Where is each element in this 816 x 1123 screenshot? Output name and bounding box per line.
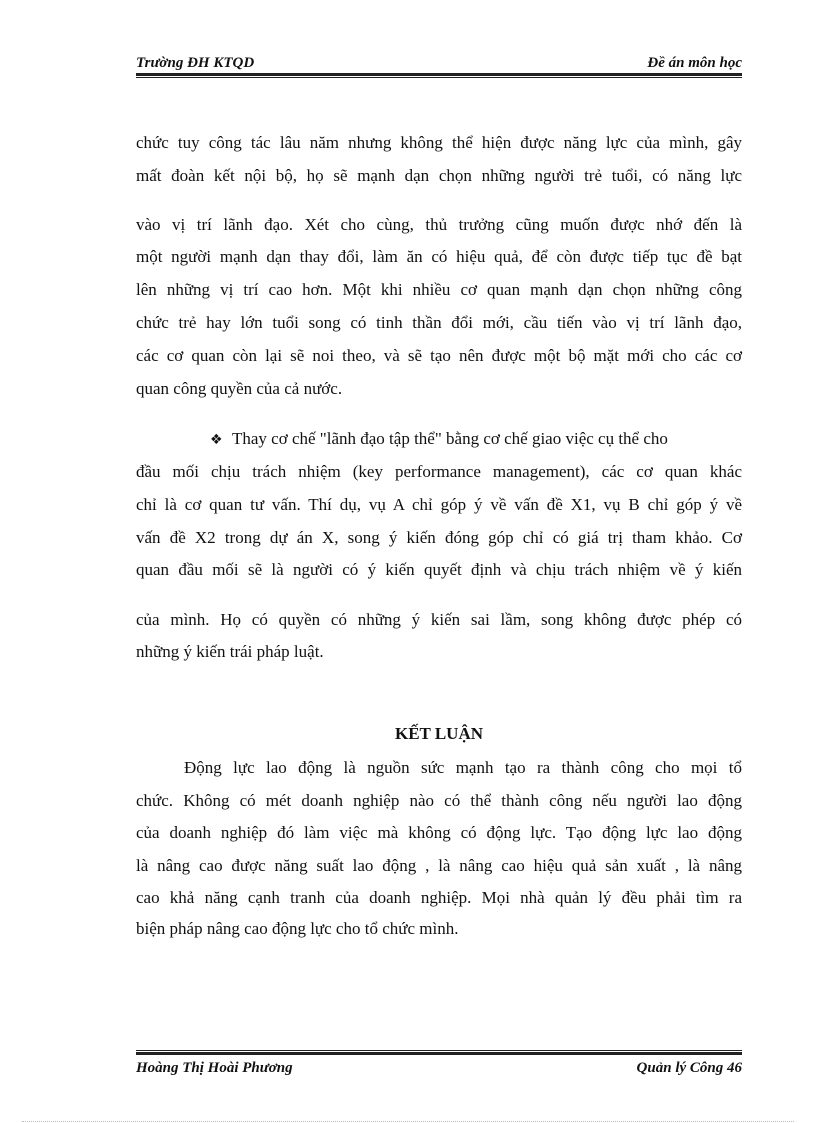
bullet-item <box>210 428 742 450</box>
section-heading: KẾT LUẬN <box>394 724 483 743</box>
header-school: Trường ĐH KTQD <box>136 55 255 71</box>
body-line: những ý kiến trái pháp luật. <box>136 642 324 661</box>
body-line: các cơ quan còn lại sẽ noi theo, và sẽ tạo nên được một bộ mặt mới cho các cơ <box>136 346 742 365</box>
footer-author: Hoàng Thị Hoài Phương <box>136 1059 293 1076</box>
body-line: của mình. Họ có quyền có những ý kiến sai lầm, song không được phép có <box>136 610 742 629</box>
footer-rule <box>136 1050 742 1055</box>
page-header <box>136 48 742 72</box>
bullet-text: Thay cơ chế "lãnh đạo tập thể" bằng cơ chế giao việc cụ thể cho <box>232 429 668 448</box>
body-line: cao khả năng cạnh tranh của doanh nghiệp. Mọi nhà quản lý đều phải tìm ra <box>136 888 742 907</box>
body-line: là nâng cao được năng suất lao động , là nâng cao hiệu quả sản xuất , là nâng <box>136 856 742 875</box>
body-line: lên những vị trí cao hơn. Một khi nhiều cơ quan mạnh dạn chọn những công <box>136 280 742 299</box>
footer-class: Quản lý Công 46 <box>636 1059 742 1076</box>
page-footer <box>136 1056 742 1080</box>
body-line: vào vị trí lãnh đạo. Xét cho cùng, thủ trưởng cũng muốn được nhớ đến là <box>136 215 742 234</box>
header-doc-type: Đề án môn học <box>647 55 742 71</box>
body-line: một người mạnh dạn thay đổi, làm ăn có hiệu quả, để còn được tiếp tục đề bạt <box>136 247 742 266</box>
body-line: đầu mối chịu trách nhiệm (key performance management), các cơ quan khác <box>136 462 742 481</box>
header-rule <box>136 73 742 78</box>
body-line: quan đầu mối sẽ là người có ý kiến quyết định và chịu trách nhiệm về ý kiến <box>136 560 742 579</box>
body-line: chức trẻ hay lớn tuổi song có tinh thần đổi mới, cầu tiến vào vị trí lãnh đạo, <box>136 313 742 332</box>
body-line: biện pháp nâng cao động lực cho tổ chức mình. <box>136 919 459 938</box>
page-edge <box>22 1121 794 1122</box>
body-line: chức tuy công tác lâu năm nhưng không thể hiện được năng lực của mình, gây <box>136 133 742 152</box>
body-line: quan công quyền của cả nước. <box>136 379 343 398</box>
body-line: chỉ là cơ quan tư vấn. Thí dụ, vụ A chỉ góp ý về vấn đề X1, vụ B chỉ góp ý về <box>136 495 742 514</box>
diamond-bullet-icon: ❖ <box>210 432 223 448</box>
body-line: của doanh nghiệp đó làm việc mà không có động lực. Tạo động lực lao động <box>136 823 742 842</box>
body-line: Động lực lao động là nguồn sức mạnh tạo ra thành công cho mọi tổ <box>184 758 742 777</box>
body-line: mất đoàn kết nội bộ, họ sẽ mạnh dạn chọn những người trẻ tuổi, có năng lực <box>136 166 742 185</box>
body-line: chức. Không có mét doanh nghiệp nào có thể thành công nếu người lao động <box>136 791 742 810</box>
body-line: vấn đề X2 trong dự án X, song ý kiến đóng góp chỉ có giá trị tham khảo. Cơ <box>136 528 742 547</box>
